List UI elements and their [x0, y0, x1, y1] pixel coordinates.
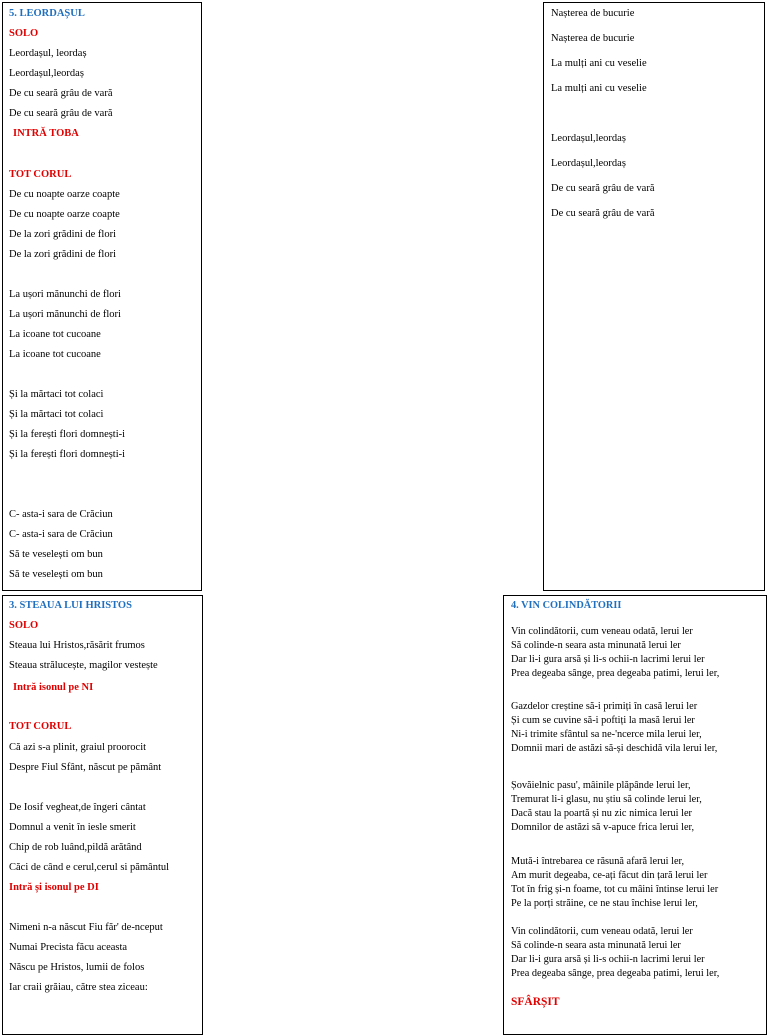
lyric-line: Leordașul,leordaș [9, 68, 84, 79]
lyric-line: Domnii mari de astăzi să-și deschidă vila lerui ler, [511, 743, 718, 754]
lyric-line: De cu seară grâu de vară [551, 183, 655, 194]
lyric-line: Steaua lui Hristos,răsărit frumos [9, 640, 145, 651]
lyric-line: Leordașul, leordaș [9, 48, 87, 59]
lyric-line: Domnul a venit în iesle smerit [9, 822, 136, 833]
song-title: 3. STEAUA LUI HRISTOS [9, 600, 132, 611]
lyric-line: C- asta-i sara de Crăciun [9, 529, 113, 540]
song-title: 4. VIN COLINDĂTORII [511, 600, 622, 611]
lyric-line: Nașterea de bucurie [551, 8, 635, 19]
lyric-line: Tot în frig și-n foame, tot cu mâini întinse lerui ler [511, 884, 719, 895]
section-tot-corul: TOT CORUL [9, 721, 72, 732]
lyric-line: Leordașul,leordaș [551, 133, 626, 144]
lyric-line: Și la ferești flori domnești-i [9, 449, 126, 460]
lyric-line: Iar craii grăiau, către stea ziceau: [9, 982, 148, 993]
song-title: 5. LEORDAȘUL [9, 8, 85, 19]
lyric-line: La icoane tot cucoane [9, 329, 101, 340]
end-marker-sfarsit: SFÂRȘIT [511, 996, 560, 1008]
lyric-line: La icoane tot cucoane [9, 349, 101, 360]
song-vin-colindatorii-panel [503, 595, 767, 1035]
lyric-line: De cu noapte oarze coapte [9, 209, 120, 220]
lyric-line: Leordașul,leordaș [551, 158, 626, 169]
lyric-line: Căci de când e cerul,cerul si pământul [9, 862, 170, 873]
lyric-line: Că azi s-a plinit, graiul proorocit [9, 742, 147, 753]
lyric-line: Chip de rob luând,pildă arătând [9, 842, 142, 853]
song-steaua-panel [2, 595, 203, 1035]
lyric-line: De cu seară grâu de vară [9, 108, 113, 119]
lyric-line: La mulți ani cu veselie [551, 58, 647, 69]
lyric-line: Să te veselești om bun [9, 569, 103, 580]
lyric-line: Prea degeaba sânge, prea degeaba patimi, lerui ler, [511, 968, 720, 979]
lyric-line: Șovăielnic pasu', mâinile plăpânde lerui ler, [511, 780, 691, 791]
lyric-line: De cu noapte oarze coapte [9, 189, 120, 200]
song-continuation-panel [543, 2, 765, 591]
lyric-line: Și cum se cuvine să-i poftiți la masă lerui ler [511, 715, 695, 726]
lyric-line: Mută-i întrebarea ce răsună afară lerui ler, [511, 856, 685, 867]
instruction-intra-toba: INTRĂ TOBA [13, 128, 79, 139]
lyric-line: Să colinde-n seara asta minunată lerui ler [511, 940, 681, 951]
section-tot-corul: TOT CORUL [9, 169, 72, 180]
lyric-line: Tremurat li-i glasu, nu știu să colinde lerui ler, [511, 794, 702, 805]
lyric-line: La ușori mănunchi de flori [9, 289, 121, 300]
section-solo: SOLO [9, 620, 39, 631]
instruction-ison-di: Intră și isonul pe DI [9, 882, 99, 893]
lyric-line: Steaua strălucește, magilor vestește [9, 660, 158, 671]
lyric-line: Și la ferești flori domnești-i [9, 429, 126, 440]
instruction-ison-ni: Intră isonul pe NI [13, 682, 94, 693]
lyric-line: Vin colindătorii, cum veneau odată, lerui ler [511, 926, 693, 937]
lyric-line: De Iosif vegheat,de îngeri cântat [9, 802, 146, 813]
lyric-line: Dar li-i gura arsă și li-s ochii-n lacrimi lerui ler [511, 954, 705, 965]
lyric-line: De la zori grădini de flori [9, 249, 116, 260]
lyric-line: Dar li-i gura arsă și li-s ochii-n lacrimi lerui ler [511, 654, 705, 665]
lyric-line: Ni-i trimite sfântul sa ne-'ncerce mila lerui ler, [511, 729, 702, 740]
lyric-line: C- asta-i sara de Crăciun [9, 509, 113, 520]
lyric-line: Numai Precista făcu aceasta [9, 942, 128, 953]
lyric-line: Nimeni n-a născut Fiu făr' de-nceput [9, 922, 163, 933]
lyric-line: Pe la porți străine, ce ne stau închise lerui ler, [511, 898, 698, 909]
lyric-line: Vin colindătorii, cum veneau odată, lerui ler [511, 626, 693, 637]
lyric-line: Am murit degeaba, ce-ați făcut din țară lerui ler [511, 870, 708, 881]
lyric-line: De cu seară grâu de vară [9, 88, 113, 99]
lyric-line: Să te veselești om bun [9, 549, 103, 560]
lyric-line: La mulți ani cu veselie [551, 83, 647, 94]
section-solo: SOLO [9, 28, 39, 39]
lyric-line: De la zori grădini de flori [9, 229, 116, 240]
lyric-line: Nașterea de bucurie [551, 33, 635, 44]
lyric-line: Gazdelor creștine să-i primiți în casă lerui ler [511, 701, 698, 712]
lyric-line: Să colinde-n seara asta minunată lerui ler [511, 640, 681, 651]
lyric-line: Născu pe Hristos, lumii de folos [9, 962, 145, 973]
lyric-line: Prea degeaba sânge, prea degeaba patimi, lerui ler, [511, 668, 720, 679]
lyric-line: Dacă stau la poartă și nu zic nimica lerui ler [511, 808, 692, 819]
lyric-line: Domnilor de astăzi să v-apuce frica lerui ler, [511, 822, 695, 833]
song-leordasul-panel [2, 2, 202, 591]
lyric-line: Despre Fiul Sfânt, născut pe pământ [9, 762, 162, 773]
lyric-line: Și la mărtaci tot colaci [9, 389, 104, 400]
lyric-line: Și la mărtaci tot colaci [9, 409, 104, 420]
lyric-line: De cu seară grâu de vară [551, 208, 655, 219]
lyric-line: La ușori mănunchi de flori [9, 309, 121, 320]
